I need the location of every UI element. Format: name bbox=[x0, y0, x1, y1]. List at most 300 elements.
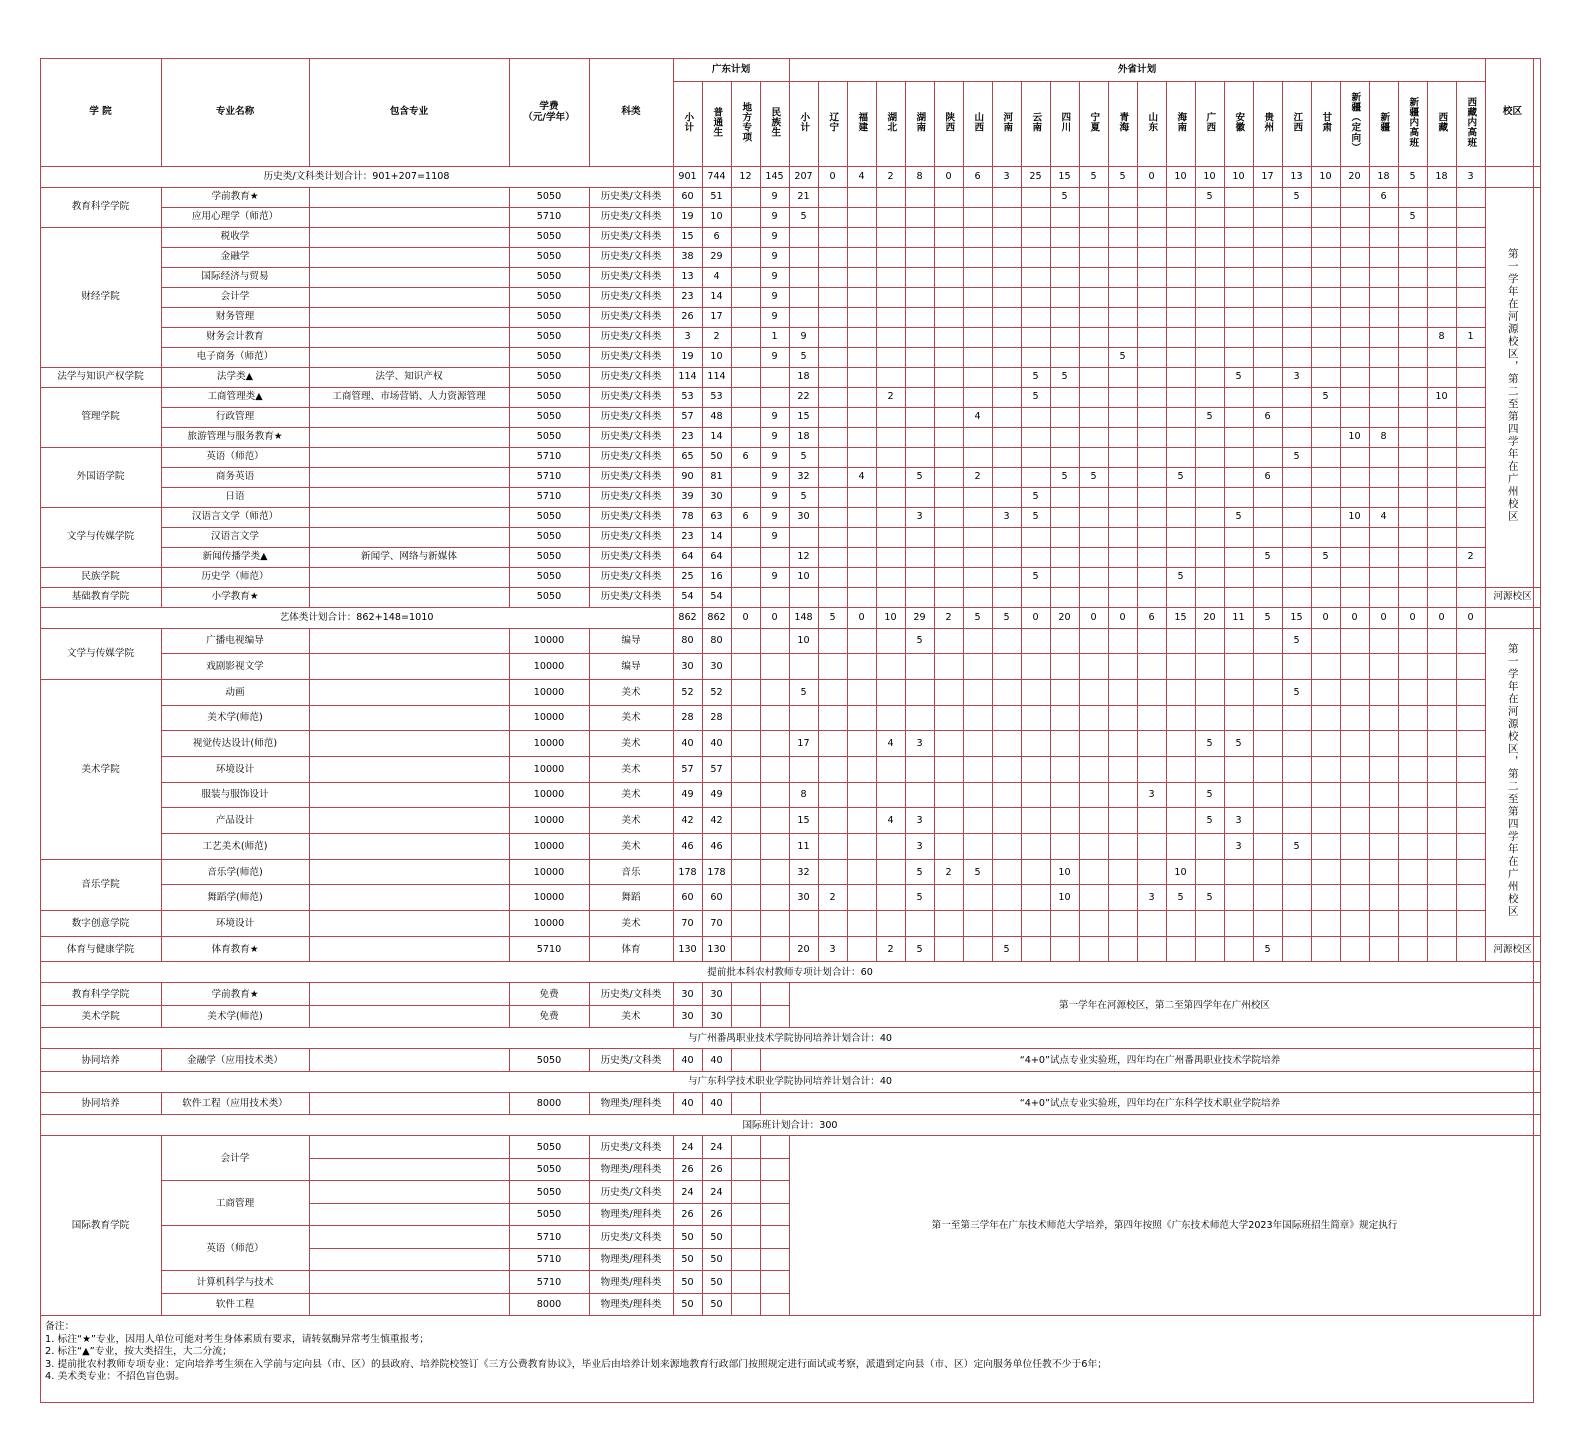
plan-value: 3 bbox=[905, 808, 934, 834]
plan-value bbox=[963, 936, 992, 962]
plan-value bbox=[1282, 287, 1311, 307]
table-row bbox=[40, 487, 1540, 507]
plan-value bbox=[1340, 731, 1369, 757]
plan-value bbox=[1079, 307, 1108, 327]
fee-cell: 5710 bbox=[509, 1271, 589, 1294]
plan-value bbox=[1224, 227, 1253, 247]
plan-value bbox=[1253, 227, 1282, 247]
fee-cell: 10000 bbox=[509, 911, 589, 937]
plan-value bbox=[731, 1005, 760, 1028]
plan-value: 1 bbox=[760, 327, 789, 347]
plan-value bbox=[1079, 427, 1108, 447]
plan-value bbox=[1166, 487, 1195, 507]
major-cell: 电子商务（师范） bbox=[161, 347, 309, 367]
plan-value bbox=[1398, 567, 1427, 587]
include-cell bbox=[309, 267, 509, 287]
plan-value bbox=[760, 679, 789, 705]
table-row bbox=[40, 267, 1540, 287]
subject-cell: 美术 bbox=[589, 808, 673, 834]
plan-value bbox=[934, 885, 963, 911]
total-value: 0 bbox=[1456, 607, 1485, 628]
plan-value: 5 bbox=[905, 936, 934, 962]
plan-value bbox=[731, 247, 760, 267]
plan-value bbox=[731, 327, 760, 347]
plan-value bbox=[847, 679, 876, 705]
total-value: 15 bbox=[1282, 607, 1311, 628]
total-value: 17 bbox=[1253, 166, 1282, 187]
plan-value bbox=[818, 705, 847, 731]
subject-cell: 历史类/文科类 bbox=[589, 387, 673, 407]
plan-value: 30 bbox=[702, 983, 731, 1006]
plan-value bbox=[992, 387, 1021, 407]
plan-value bbox=[1079, 367, 1108, 387]
plan-value bbox=[1369, 936, 1398, 962]
plan-value bbox=[1021, 936, 1050, 962]
plan-value bbox=[992, 247, 1021, 267]
plan-value: 5 bbox=[1282, 834, 1311, 860]
plan-value bbox=[1311, 347, 1340, 367]
plan-value bbox=[847, 808, 876, 834]
plan-value bbox=[1137, 679, 1166, 705]
plan-value bbox=[847, 911, 876, 937]
plan-value bbox=[1340, 347, 1369, 367]
plan-value bbox=[1456, 407, 1485, 427]
plan-value bbox=[1427, 507, 1456, 527]
plan-value bbox=[1195, 487, 1224, 507]
major-cell: 工商管理 bbox=[161, 1181, 309, 1226]
plan-value bbox=[847, 347, 876, 367]
fee-cell: 5710 bbox=[509, 467, 589, 487]
plan-value: 9 bbox=[760, 307, 789, 327]
plan-value bbox=[1021, 654, 1050, 680]
province-col-header bbox=[1456, 81, 1485, 166]
plan-value bbox=[1224, 547, 1253, 567]
province-col-header-text: 新疆内高班 bbox=[1407, 96, 1419, 148]
plan-value bbox=[731, 1092, 760, 1115]
plan-value: 5 bbox=[1195, 885, 1224, 911]
plan-value bbox=[1195, 547, 1224, 567]
province-col-header bbox=[818, 81, 847, 166]
subject-cell: 美术 bbox=[589, 782, 673, 808]
section-note: “4+0”试点专业实验班，四年均在广州番禺职业技术学院培养 bbox=[760, 1049, 1540, 1072]
plan-value bbox=[1427, 782, 1456, 808]
plan-value bbox=[1195, 507, 1224, 527]
plan-value bbox=[963, 834, 992, 860]
plan-value bbox=[1253, 187, 1282, 207]
plan-value bbox=[1253, 587, 1282, 607]
plan-value bbox=[1137, 808, 1166, 834]
plan-value bbox=[876, 567, 905, 587]
plan-value bbox=[963, 782, 992, 808]
major-cell: 国际经济与贸易 bbox=[161, 267, 309, 287]
plan-value bbox=[876, 427, 905, 447]
plan-value bbox=[934, 705, 963, 731]
plan-value bbox=[1340, 834, 1369, 860]
total-value: 744 bbox=[702, 166, 731, 187]
plan-value: 9 bbox=[760, 487, 789, 507]
plan-value bbox=[760, 547, 789, 567]
plan-value bbox=[963, 247, 992, 267]
plan-value bbox=[847, 307, 876, 327]
subject-cell: 历史类/文科类 bbox=[589, 327, 673, 347]
plan-value bbox=[992, 731, 1021, 757]
plan-value bbox=[1050, 567, 1079, 587]
plan-value bbox=[760, 628, 789, 654]
plan-value bbox=[1427, 567, 1456, 587]
plan-value bbox=[1427, 487, 1456, 507]
gd-col-header-text: 小计 bbox=[682, 111, 694, 133]
plan-value bbox=[934, 679, 963, 705]
plan-value bbox=[1427, 247, 1456, 267]
plan-value bbox=[1195, 679, 1224, 705]
plan-value bbox=[1166, 307, 1195, 327]
province-col-header bbox=[1021, 81, 1050, 166]
plan-value bbox=[1108, 679, 1137, 705]
plan-value bbox=[731, 1293, 760, 1316]
plan-value bbox=[760, 782, 789, 808]
plan-value bbox=[847, 507, 876, 527]
total-value: 145 bbox=[760, 166, 789, 187]
plan-value bbox=[992, 547, 1021, 567]
major-cell: 软件工程 bbox=[161, 1293, 309, 1316]
total-value: 3 bbox=[1456, 166, 1485, 187]
plan-value bbox=[1195, 267, 1224, 287]
plan-value bbox=[1137, 287, 1166, 307]
plan-value bbox=[1021, 247, 1050, 267]
fee-cell: 10000 bbox=[509, 782, 589, 808]
major-cell: 历史学（师范） bbox=[161, 567, 309, 587]
plan-value bbox=[847, 447, 876, 467]
plan-value: 42 bbox=[673, 808, 702, 834]
plan-value bbox=[1340, 782, 1369, 808]
plan-value bbox=[847, 487, 876, 507]
plan-value: 5 bbox=[1224, 731, 1253, 757]
plan-value: 5 bbox=[1282, 628, 1311, 654]
plan-value: 5 bbox=[1253, 547, 1282, 567]
include-cell bbox=[309, 527, 509, 547]
plan-value bbox=[1166, 628, 1195, 654]
fee-cell: 5050 bbox=[509, 187, 589, 207]
subject-cell: 历史类/文科类 bbox=[589, 447, 673, 467]
fee-cell: 5710 bbox=[509, 447, 589, 467]
plan-value: 46 bbox=[702, 834, 731, 860]
plan-value bbox=[905, 782, 934, 808]
plan-value bbox=[1311, 407, 1340, 427]
plan-value: 5 bbox=[1195, 407, 1224, 427]
include-cell bbox=[309, 187, 509, 207]
plan-value bbox=[1427, 227, 1456, 247]
plan-value bbox=[876, 705, 905, 731]
plan-value: 52 bbox=[673, 679, 702, 705]
plan-value bbox=[1340, 447, 1369, 467]
plan-value: 10 bbox=[1166, 859, 1195, 885]
plan-value: 30 bbox=[673, 654, 702, 680]
plan-value bbox=[760, 834, 789, 860]
plan-value bbox=[1224, 267, 1253, 287]
plan-value bbox=[1195, 936, 1224, 962]
plan-value: 21 bbox=[789, 187, 818, 207]
plan-value bbox=[934, 407, 963, 427]
table-row bbox=[40, 467, 1540, 487]
subject-cell: 历史类/文科类 bbox=[589, 187, 673, 207]
plan-value: 50 bbox=[702, 1293, 731, 1316]
plan-value bbox=[1166, 347, 1195, 367]
include-cell bbox=[309, 911, 509, 937]
college-cell: 外国语学院 bbox=[40, 447, 161, 507]
plan-value bbox=[1166, 507, 1195, 527]
plan-value bbox=[1340, 227, 1369, 247]
plan-value: 5 bbox=[1282, 187, 1311, 207]
plan-value bbox=[963, 808, 992, 834]
include-cell bbox=[309, 859, 509, 885]
plan-value bbox=[789, 756, 818, 782]
include-cell bbox=[309, 307, 509, 327]
plan-value bbox=[1282, 731, 1311, 757]
subject-cell: 历史类/文科类 bbox=[589, 983, 673, 1006]
plan-value: 50 bbox=[673, 1271, 702, 1294]
fee-cell: 8000 bbox=[509, 1293, 589, 1316]
plan-value bbox=[1021, 731, 1050, 757]
table-row bbox=[40, 983, 1540, 1006]
college-cell: 国际教育学院 bbox=[40, 1136, 161, 1316]
province-col-header bbox=[1108, 81, 1137, 166]
college-cell: 法学与知识产权学院 bbox=[40, 367, 161, 387]
plan-value bbox=[905, 911, 934, 937]
plan-value bbox=[1456, 287, 1485, 307]
province-col-header bbox=[1340, 81, 1369, 166]
plan-value bbox=[876, 487, 905, 507]
table-row bbox=[40, 527, 1540, 547]
plan-value bbox=[760, 911, 789, 937]
plan-value bbox=[847, 567, 876, 587]
fee-cell: 10000 bbox=[509, 679, 589, 705]
plan-value: 5 bbox=[1195, 782, 1224, 808]
subject-cell: 舞蹈 bbox=[589, 885, 673, 911]
plan-value bbox=[992, 587, 1021, 607]
plan-value bbox=[1398, 447, 1427, 467]
plan-value: 30 bbox=[702, 487, 731, 507]
plan-value bbox=[1224, 467, 1253, 487]
include-cell bbox=[309, 287, 509, 307]
plan-value bbox=[876, 547, 905, 567]
plan-value bbox=[1311, 427, 1340, 447]
plan-value bbox=[876, 187, 905, 207]
include-cell bbox=[309, 427, 509, 447]
plan-value bbox=[876, 654, 905, 680]
plan-value bbox=[934, 267, 963, 287]
table-row bbox=[40, 782, 1540, 808]
plan-value bbox=[876, 782, 905, 808]
province-col-header-text: 西藏 bbox=[1436, 111, 1448, 133]
plan-value bbox=[818, 187, 847, 207]
plan-value bbox=[1108, 207, 1137, 227]
plan-value bbox=[1195, 467, 1224, 487]
plan-value bbox=[1427, 187, 1456, 207]
plan-value bbox=[1398, 287, 1427, 307]
plan-value bbox=[1224, 705, 1253, 731]
province-col-header bbox=[1195, 81, 1224, 166]
fee-cell: 5050 bbox=[509, 327, 589, 347]
plan-value bbox=[1427, 756, 1456, 782]
plan-value bbox=[1398, 587, 1427, 607]
plan-value: 2 bbox=[702, 327, 731, 347]
plan-value bbox=[1108, 367, 1137, 387]
plan-value bbox=[1398, 911, 1427, 937]
plan-value bbox=[992, 407, 1021, 427]
plan-value: 9 bbox=[760, 527, 789, 547]
plan-value bbox=[818, 227, 847, 247]
plan-value bbox=[818, 447, 847, 467]
plan-value bbox=[1282, 756, 1311, 782]
total-value: 4 bbox=[847, 166, 876, 187]
table-row bbox=[40, 587, 1540, 607]
plan-value bbox=[1108, 705, 1137, 731]
plan-value bbox=[1253, 808, 1282, 834]
plan-value: 10 bbox=[1340, 507, 1369, 527]
gd-col-header bbox=[731, 81, 760, 166]
subject-cell: 历史类/文科类 bbox=[589, 1181, 673, 1204]
plan-value bbox=[1137, 447, 1166, 467]
plan-value bbox=[760, 1203, 789, 1226]
plan-value bbox=[1456, 628, 1485, 654]
plan-value bbox=[1282, 808, 1311, 834]
plan-value bbox=[1108, 327, 1137, 347]
fee-cell: 5050 bbox=[509, 1181, 589, 1204]
major-cell: 英语（师范） bbox=[161, 447, 309, 467]
plan-value bbox=[1311, 527, 1340, 547]
plan-value bbox=[963, 885, 992, 911]
plan-value bbox=[1224, 427, 1253, 447]
plan-value bbox=[1282, 247, 1311, 267]
section-title: 历史类/文科类计划合计：901+207=1108 bbox=[40, 166, 673, 187]
province-col-header bbox=[1427, 81, 1456, 166]
plan-value bbox=[818, 207, 847, 227]
plan-value: 78 bbox=[673, 507, 702, 527]
plan-value bbox=[731, 207, 760, 227]
plan-value bbox=[1456, 427, 1485, 447]
plan-value bbox=[963, 267, 992, 287]
total-value: 5 bbox=[1253, 607, 1282, 628]
plan-value bbox=[1224, 859, 1253, 885]
plan-value bbox=[876, 267, 905, 287]
plan-value bbox=[1427, 467, 1456, 487]
plan-value bbox=[1369, 207, 1398, 227]
plan-value bbox=[1108, 782, 1137, 808]
plan-value bbox=[1340, 407, 1369, 427]
plan-value bbox=[905, 756, 934, 782]
plan-value: 80 bbox=[673, 628, 702, 654]
plan-value: 2 bbox=[876, 387, 905, 407]
plan-value bbox=[1108, 507, 1137, 527]
plan-value bbox=[1195, 247, 1224, 267]
plan-value bbox=[1311, 587, 1340, 607]
province-col-header-text: 山东 bbox=[1146, 111, 1158, 133]
plan-value bbox=[992, 267, 1021, 287]
plan-value bbox=[1050, 247, 1079, 267]
plan-value bbox=[818, 247, 847, 267]
plan-value bbox=[1137, 705, 1166, 731]
plan-value bbox=[1108, 527, 1137, 547]
plan-value: 38 bbox=[673, 247, 702, 267]
plan-value: 26 bbox=[673, 307, 702, 327]
subject-cell: 音乐 bbox=[589, 859, 673, 885]
fee-cell: 5050 bbox=[509, 567, 589, 587]
subject-cell: 历史类/文科类 bbox=[589, 1226, 673, 1249]
plan-value bbox=[1079, 705, 1108, 731]
plan-value: 60 bbox=[702, 885, 731, 911]
plan-value: 23 bbox=[673, 527, 702, 547]
include-cell bbox=[309, 327, 509, 347]
plan-value bbox=[1311, 731, 1340, 757]
plan-value bbox=[1166, 287, 1195, 307]
plan-value bbox=[1224, 885, 1253, 911]
plan-value bbox=[1108, 307, 1137, 327]
fee-cell: 5050 bbox=[509, 527, 589, 547]
plan-value bbox=[1456, 487, 1485, 507]
plan-value bbox=[1369, 859, 1398, 885]
plan-value bbox=[760, 885, 789, 911]
plan-value bbox=[1253, 447, 1282, 467]
plan-value bbox=[818, 587, 847, 607]
plan-value: 5 bbox=[789, 447, 818, 467]
plan-value bbox=[1166, 267, 1195, 287]
plan-value bbox=[934, 756, 963, 782]
province-col-header bbox=[1398, 81, 1427, 166]
total-value: 0 bbox=[1311, 607, 1340, 628]
plan-value bbox=[1311, 447, 1340, 467]
plan-value bbox=[1224, 654, 1253, 680]
plan-value bbox=[1456, 587, 1485, 607]
plan-value bbox=[1311, 467, 1340, 487]
province-col-header-text: 辽宁 bbox=[827, 111, 839, 133]
note-line: 2. 标注“▲”专业，按大类招生，大二分流； bbox=[45, 1346, 232, 1358]
subject-cell: 美术 bbox=[589, 1005, 673, 1028]
subject-cell: 美术 bbox=[589, 705, 673, 731]
sec4-title-row bbox=[40, 1028, 1540, 1049]
plan-value bbox=[847, 247, 876, 267]
fee-cell: 10000 bbox=[509, 654, 589, 680]
plan-value bbox=[1050, 547, 1079, 567]
plan-value bbox=[876, 467, 905, 487]
sec3-title-row bbox=[40, 962, 1540, 983]
plan-value bbox=[1398, 834, 1427, 860]
plan-value bbox=[1224, 327, 1253, 347]
plan-value bbox=[731, 756, 760, 782]
major-cell: 英语（师范） bbox=[161, 1226, 309, 1271]
plan-value bbox=[1253, 427, 1282, 447]
plan-value bbox=[1311, 628, 1340, 654]
subject-cell: 历史类/文科类 bbox=[589, 207, 673, 227]
plan-value bbox=[1195, 387, 1224, 407]
include-cell bbox=[309, 808, 509, 834]
plan-value bbox=[876, 307, 905, 327]
plan-value bbox=[1224, 567, 1253, 587]
plan-value: 4 bbox=[876, 808, 905, 834]
plan-value bbox=[1253, 859, 1282, 885]
plan-value bbox=[905, 654, 934, 680]
plan-value bbox=[1282, 347, 1311, 367]
plan-value bbox=[963, 207, 992, 227]
plan-value bbox=[731, 1248, 760, 1271]
section-note: “4+0”试点专业实验班，四年均在广东科学技术职业学院培养 bbox=[760, 1092, 1540, 1115]
include-cell bbox=[309, 983, 509, 1006]
plan-value bbox=[1427, 347, 1456, 367]
table-row bbox=[40, 567, 1540, 587]
plan-value bbox=[731, 731, 760, 757]
fee-cell: 5050 bbox=[509, 587, 589, 607]
plan-value bbox=[876, 347, 905, 367]
total-value: 0 bbox=[1340, 607, 1369, 628]
